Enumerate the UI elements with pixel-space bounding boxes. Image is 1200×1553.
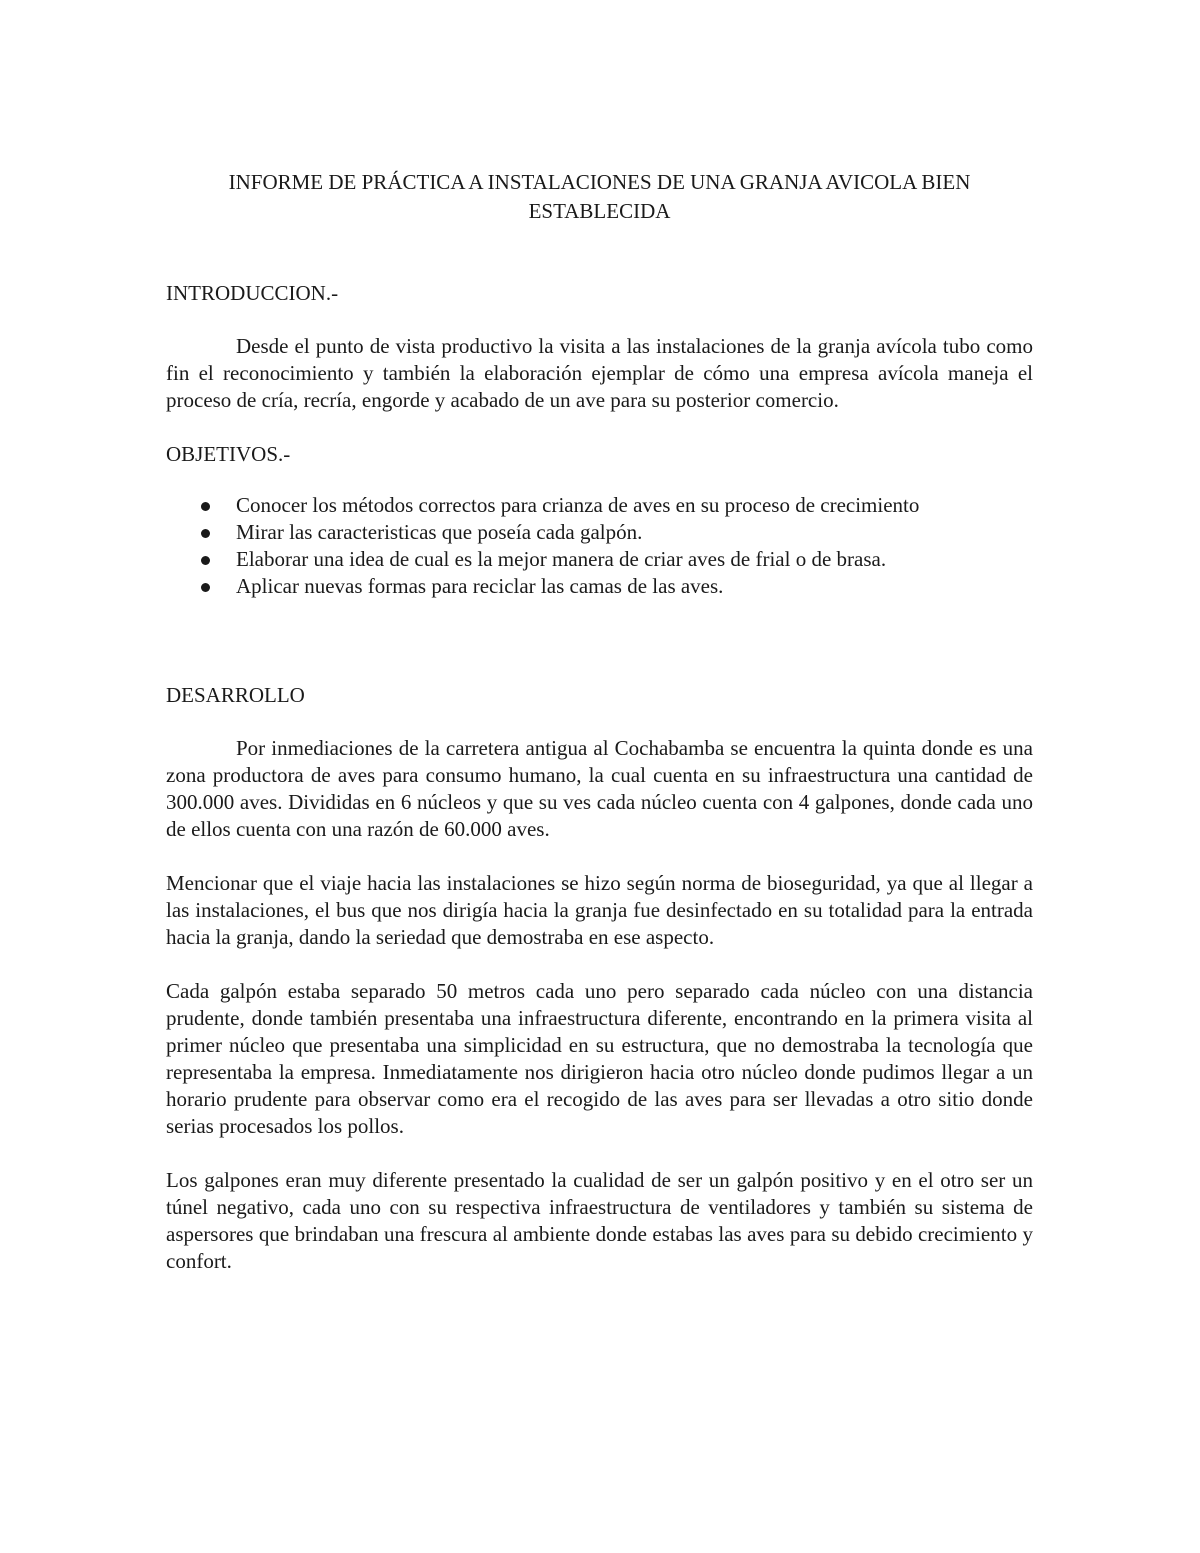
bullet-icon (201, 583, 210, 592)
list-item: Elaborar una idea de cual es la mejor manera de criar aves de frial o de brasa. (166, 546, 1033, 573)
objectives-list (166, 492, 1033, 600)
development-heading: DESARROLLO (166, 683, 305, 707)
development-paragraph-1: Por inmediaciones de la carretera antigua al Cochabamba se encuentra la quinta donde es una zona productora de aves para consumo humano, la cual cuenta en su infraestructura una cantidad de 300.000 aves. Divididas en 6 núcleos y que su ves cada núcleo cuenta con 4 galpones, donde cada uno de ellos cuenta con una razón de 60.000 aves. (166, 736, 1033, 841)
list-item: Conocer los métodos correctos para crianza de aves en su proceso de crecimiento (166, 492, 1033, 519)
document-title (166, 168, 1033, 226)
bullet-icon (201, 529, 210, 538)
title-line-1: INFORME DE PRÁCTICA A INSTALACIONES DE UNA GRANJA AVICOLA BIEN (228, 170, 971, 194)
document-page (166, 168, 1033, 1275)
introduction-paragraph: Desde el punto de vista productivo la visita a las instalaciones de la granja avícola tubo como fin el reconocimiento y también la elaboración ejemplar de cómo una empresa avícola maneja el proceso de cría, recría, engorde y acabado de un ave para su posterior comercio. (166, 334, 1033, 412)
bullet-icon (201, 502, 210, 511)
bullet-icon (201, 556, 210, 565)
development-paragraph-3: Cada galpón estaba separado 50 metros cada uno pero separado cada núcleo con una distancia prudente, donde también presentaba una infraestructura diferente, encontrando en la primera visita al primer núcleo que presentaba una simplicidad en su estructura, que no demostraba la tecnología que representaba la empresa. Inmediatamente nos dirigieron hacia otro núcleo donde pudimos llegar a un horario prudente para observar como era el recogido de las aves para ser llevadas a otro sitio donde serias procesados los pollos. (166, 979, 1033, 1138)
list-item: Mirar las caracteristicas que poseía cada galpón. (166, 519, 1033, 546)
title-line-2: ESTABLECIDA (528, 199, 671, 223)
objectives-heading: OBJETIVOS.- (166, 442, 291, 466)
list-item: Aplicar nuevas formas para reciclar las camas de las aves. (166, 573, 1033, 600)
introduction-heading: INTRODUCCION.- (166, 281, 339, 305)
development-paragraph-2: Mencionar que el viaje hacia las instalaciones se hizo según norma de bioseguridad, ya que al llegar a las instalaciones, el bus que nos dirigía hacia la granja fue desinfectado en su totalidad para la entrada hacia la granja, dando la seriedad que demostraba en ese aspecto. (166, 871, 1033, 949)
development-paragraph-4: Los galpones eran muy diferente presentado la cualidad de ser un galpón positivo y en el otro ser un túnel negativo, cada uno con su respectiva infraestructura de ventiladores y también su sistema de aspersores que brindaban una frescura al ambiente donde estabas las aves para su debido crecimiento y confort. (166, 1168, 1033, 1273)
